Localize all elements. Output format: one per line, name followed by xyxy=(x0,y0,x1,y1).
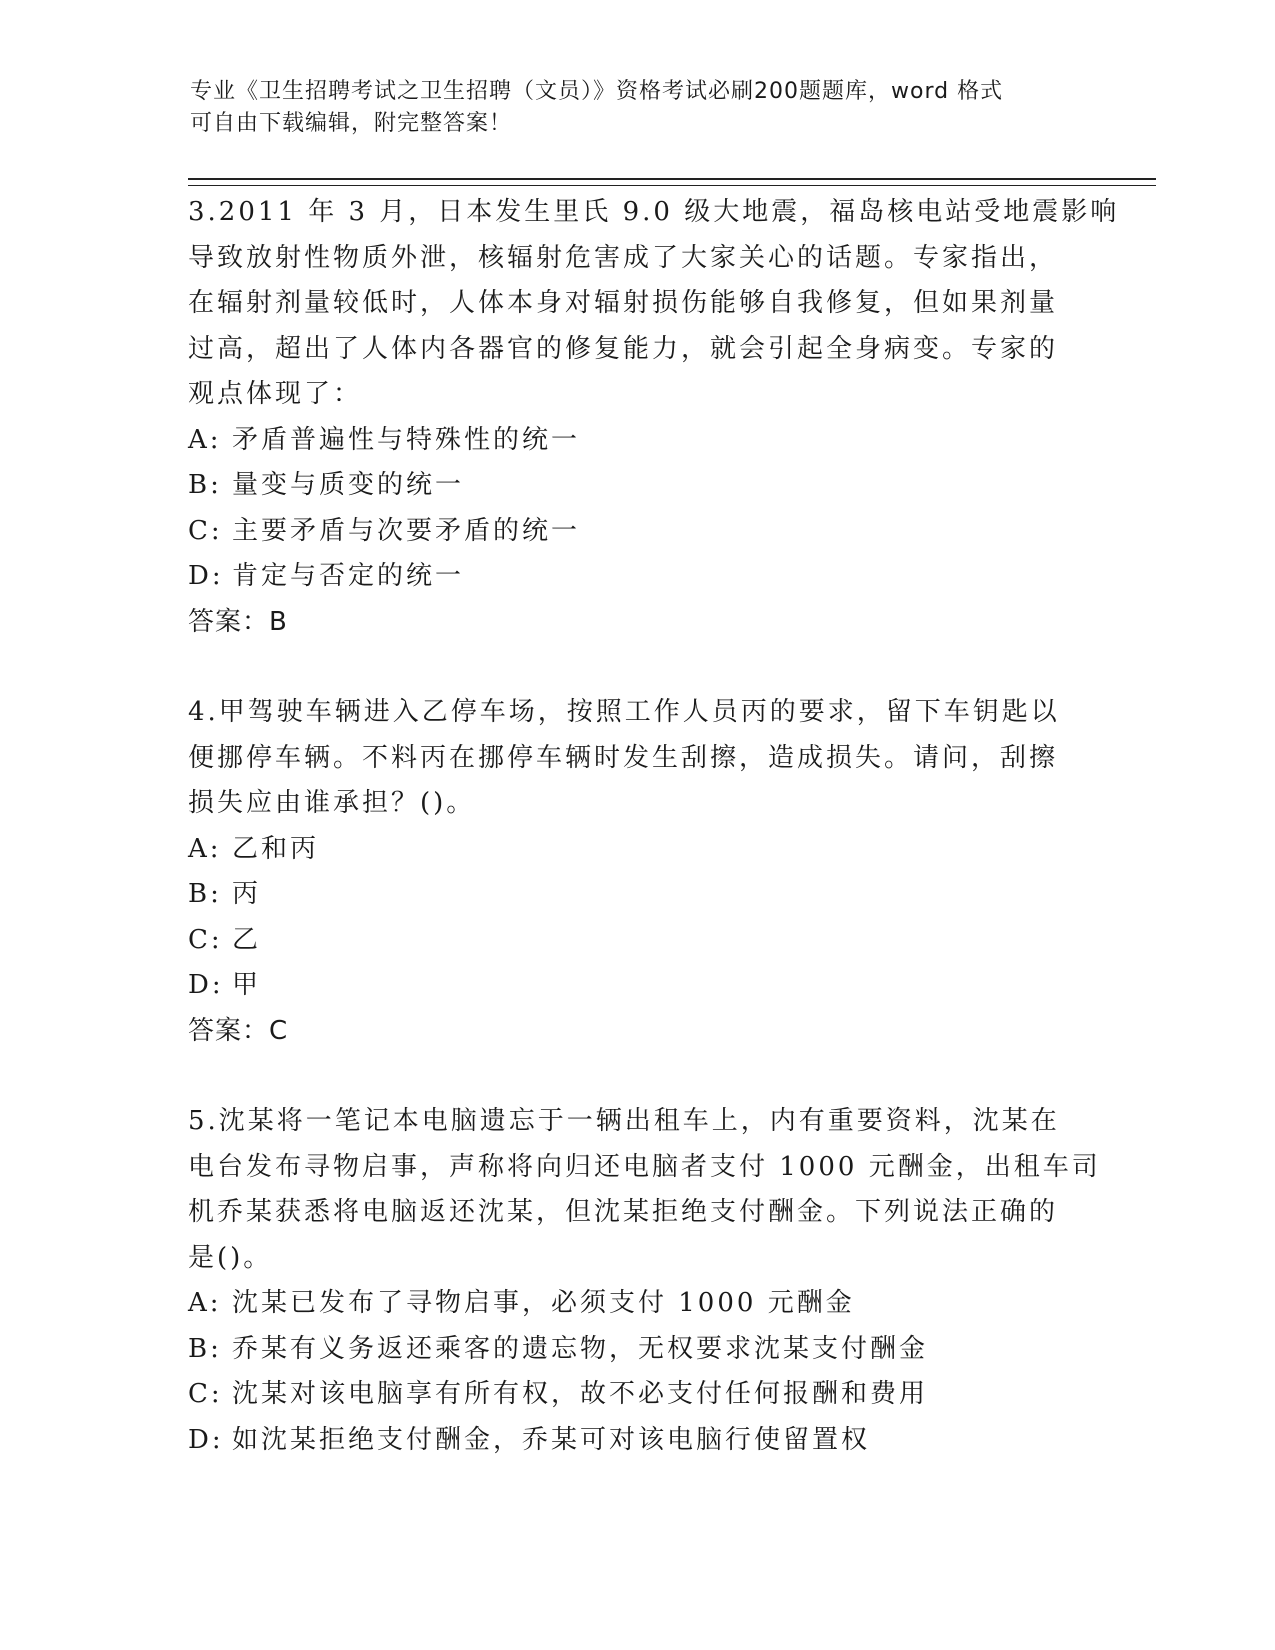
question-spacer xyxy=(188,1054,1088,1099)
option-b xyxy=(188,463,1088,509)
option-text: 肯定与否定的统一 xyxy=(232,561,465,591)
option-d xyxy=(188,963,1088,1009)
question-stem-line: 观点体现了： xyxy=(188,379,363,409)
option-d xyxy=(188,554,1088,600)
header-rule-thick xyxy=(188,178,1156,180)
option-b xyxy=(188,872,1088,918)
option-c xyxy=(188,918,1088,964)
question-stem-line: 机乔某获悉将电脑返还沈某，但沈某拒绝支付酬金。下列说法正确的 xyxy=(188,1197,1059,1227)
question-stem-line: 电台发布寻物启事，声称将向归还电脑者支付 1000 元酬金，出租车司 xyxy=(188,1151,1101,1182)
answer-label: 答案：B xyxy=(188,606,288,637)
option-key: C: xyxy=(188,515,223,546)
question-list xyxy=(188,190,1120,1463)
option-text: 丙 xyxy=(232,879,262,909)
option-text: 乙和丙 xyxy=(232,833,320,864)
option-d xyxy=(188,1418,1088,1464)
option-key: C: xyxy=(188,1379,223,1409)
option-key: A: xyxy=(188,424,222,455)
option-a xyxy=(188,1281,1088,1327)
option-b xyxy=(188,1327,1088,1373)
option-c xyxy=(188,1372,1088,1418)
answer-label: 答案：C xyxy=(188,1015,289,1046)
option-c xyxy=(188,509,1088,555)
option-text: 沈某已发布了寻物启事，必须支付 1000 元酬金 xyxy=(232,1288,855,1318)
option-a xyxy=(188,827,1088,873)
question-stem-line: 4.甲驾驶车辆进入乙停车场，按照工作人员丙的要求，留下车钥匙以 xyxy=(188,697,1060,727)
question-stem-line: 是()。 xyxy=(188,1242,273,1273)
question-stem-line: 导致放射性物质外泄，核辐射危害成了大家关心的话题。专家指出， xyxy=(188,242,1059,273)
option-key: B: xyxy=(188,879,222,909)
question-stem-line: 5.沈某将一笔记本电脑遗忘于一辆出租车上，内有重要资料，沈某在 xyxy=(188,1106,1060,1136)
option-key: B: xyxy=(188,470,222,500)
question-stem-line: 过高，超出了人体内各器官的修复能力，就会引起全身病变。专家的 xyxy=(188,333,1059,364)
question-stem-line: 损失应由谁承担？()。 xyxy=(188,788,476,818)
question-spacer xyxy=(188,645,1088,690)
option-key: B: xyxy=(188,1333,222,1364)
option-a xyxy=(188,418,1088,464)
option-key: D: xyxy=(188,1424,224,1455)
question-5 xyxy=(188,1099,1101,1463)
question-stem-line: 3.2011 年 3 月，日本发生里氏 9.0 级大地震，福岛核电站受地震影响 xyxy=(188,197,1120,227)
option-text: 沈某对该电脑享有所有权，故不必支付任何报酬和费用 xyxy=(232,1379,929,1409)
option-text: 主要矛盾与次要矛盾的统一 xyxy=(232,515,581,546)
option-key: A: xyxy=(188,1288,222,1318)
option-text: 乙 xyxy=(232,924,262,955)
header-title-line-1: 专业《卫生招聘考试之卫生招聘（文员）》资格考试必刷200题题库，word 格式 xyxy=(190,79,1004,104)
question-stem-line: 在辐射剂量较低时，人体本身对辐射损伤能够自我修复，但如果剂量 xyxy=(188,288,1059,318)
question-4 xyxy=(188,690,1088,1054)
option-key: A: xyxy=(188,833,222,864)
option-text: 甲 xyxy=(232,970,262,1000)
document-header xyxy=(190,76,1090,140)
option-text: 矛盾普遍性与特殊性的统一 xyxy=(232,424,581,455)
option-text: 量变与质变的统一 xyxy=(232,470,465,500)
option-key: D: xyxy=(188,561,224,591)
option-key: C: xyxy=(188,924,223,955)
option-text: 如沈某拒绝支付酬金，乔某可对该电脑行使留置权 xyxy=(232,1424,871,1455)
question-3 xyxy=(188,190,1120,645)
header-title-line-2: 可自由下载编辑，附完整答案！ xyxy=(190,111,513,136)
question-stem-line: 便挪停车辆。不料丙在挪停车辆时发生刮擦，造成损失。请问，刮擦 xyxy=(188,742,1059,773)
header-rule-thin xyxy=(188,185,1156,186)
option-text: 乔某有义务返还乘客的遗忘物，无权要求沈某支付酬金 xyxy=(232,1333,929,1364)
option-key: D: xyxy=(188,970,224,1000)
